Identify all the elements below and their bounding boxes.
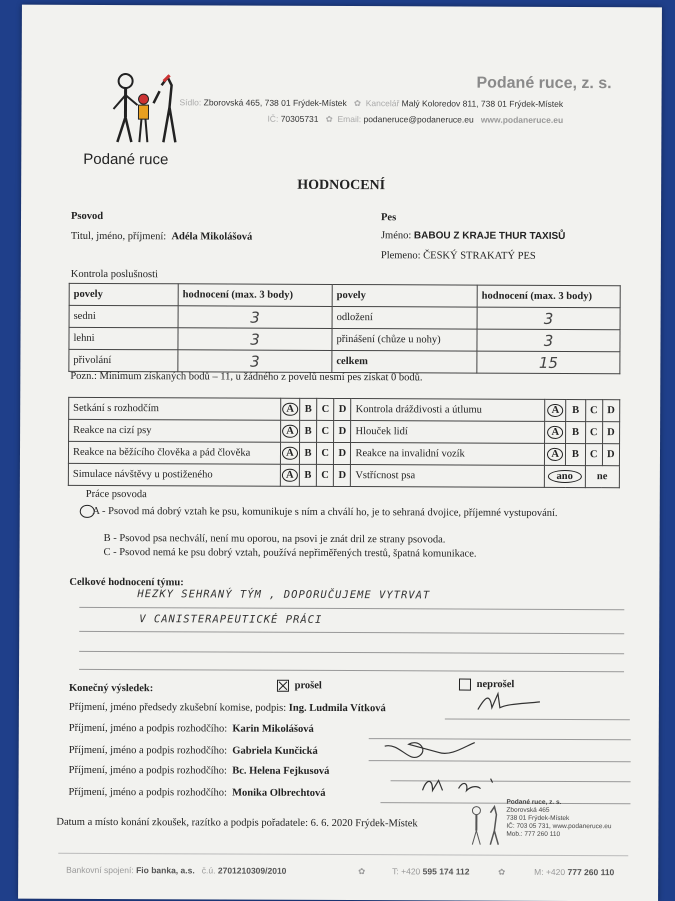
footer-divider <box>58 853 628 856</box>
ic-value: 70305731 <box>281 114 319 124</box>
signature-row-judge <box>69 745 318 757</box>
signature-line <box>445 718 630 720</box>
divider <box>79 631 624 634</box>
result-heading: Konečný výsledek: <box>69 683 153 694</box>
organization-stamp <box>466 797 616 854</box>
phone-label: T: +420 <box>392 866 420 876</box>
email-value: podaneruce@podaneruce.eu <box>363 114 473 124</box>
table-row <box>69 397 620 421</box>
account-number: 2701210309/2010 <box>218 865 287 875</box>
sidlo-address: Zborovská 465, 738 01 Frýdek-Místek <box>204 97 347 108</box>
logo-caption: Podané ruce <box>83 151 168 168</box>
paw-icon: ✿ <box>354 98 361 108</box>
column-header: povely <box>332 284 477 307</box>
passed-label: prošel <box>295 680 322 691</box>
score-cell: 3 <box>178 306 332 329</box>
grade-cell-a <box>281 398 300 420</box>
total-label-cell: celkem <box>332 350 477 373</box>
handler-work-c: C - Psovod nemá ke psu dobrý vztah, používá nepřiměřených trestů, špatná komunikace. <box>104 547 477 560</box>
overall-line-1: HEZKY SEHRANÝ TÝM , DOPORUČUJEME VYTRVAT <box>137 588 430 601</box>
grade-cell-a <box>280 464 299 486</box>
web-value: www.podaneruce.eu <box>481 115 563 125</box>
overall-line-2: V CANISTERAPEUTICKÉ PRÁCI <box>139 613 322 626</box>
column-header: hodnocení (max. 3 body) <box>178 284 332 307</box>
kancelar-label: Kancelář <box>366 98 400 108</box>
signature-label: Příjmení, jméno a podpis rozhodčího: <box>69 723 227 735</box>
column-header: povely <box>69 283 178 305</box>
pes-name: BABOU Z KRAJE THUR TAXISŮ <box>414 230 566 242</box>
grade-letter-circled: A <box>282 425 298 438</box>
command-cell: odložení <box>332 306 477 329</box>
grade-letter-circled: A <box>547 426 563 439</box>
table-row <box>68 463 619 487</box>
handler-work-a-text: A - Psovod má dobrý vztah ke psu, komunikuje s ním a chválí ho, je to sehraná dvojice, příjemné vystupování. <box>92 506 557 519</box>
grade-cell-c: C <box>585 444 602 466</box>
handler-work-a <box>80 505 560 521</box>
organization-name: Podané ruce, z. s. <box>476 75 611 94</box>
grade-cell-d: D <box>334 464 351 486</box>
grade-cell-b: B <box>299 442 316 464</box>
table-row <box>69 327 620 351</box>
stamp-logo-icon <box>466 803 502 847</box>
criterion-cell: Hlouček lidí <box>351 421 545 444</box>
divider <box>79 651 624 654</box>
grade-cell-b: B <box>566 443 585 465</box>
ic-label: IČ: <box>267 114 278 124</box>
account-label: č.ú. <box>202 865 216 875</box>
stamp-line: Zborovská 465 <box>506 807 611 815</box>
criterion-cell: Reakce na cizí psy <box>69 419 281 442</box>
header-contact-line <box>267 114 563 126</box>
mobile-label: M: +420 <box>534 867 565 877</box>
criterion-cell: Reakce na invalidní vozík <box>351 443 545 466</box>
table-row <box>69 283 620 307</box>
grade-letter-circled: A <box>547 448 563 461</box>
failed-label: neprošel <box>477 679 515 690</box>
paw-icon: ✿ <box>358 866 365 877</box>
divider <box>79 607 624 610</box>
grade-cell-c: C <box>585 422 602 444</box>
pes-breed: ČESKÝ STRAKATÝ PES <box>423 250 536 261</box>
command-cell: přinášení (chůze u nohy) <box>332 328 477 351</box>
signature-name: Monika Olbrechtová <box>232 788 325 799</box>
obedience-caption: Kontrola poslušnosti <box>71 269 158 280</box>
signature-row-chair <box>69 702 629 715</box>
grade-cell-a <box>545 421 566 443</box>
header-address-line <box>180 97 564 110</box>
divider <box>79 669 624 672</box>
psovod-heading: Psovod <box>71 211 103 222</box>
stamp-line: Mob.: 777 260 110 <box>506 831 611 839</box>
footer-mobile <box>534 867 614 877</box>
pes-name-row <box>381 230 565 242</box>
overall-heading: Celkové hodnocení týmu: <box>69 577 183 588</box>
email-icon: ✿ <box>326 114 333 124</box>
column-header: hodnocení (max. 3 body) <box>477 285 620 308</box>
signature-label: Příjmení, jméno předsedy zkušební komise, podpis: <box>69 702 286 714</box>
stamp-line: IČ: 703 05 731, www.podaneruce.eu <box>506 823 611 831</box>
handler-work-heading: Práce psovoda <box>86 489 147 500</box>
command-cell: sedni <box>69 305 178 327</box>
signature-row-judge <box>68 787 325 799</box>
ne-cell: ne <box>585 466 620 488</box>
grade-cell-c: C <box>317 442 334 464</box>
grade-cell-b: B <box>300 398 317 420</box>
bank-label: Bankovní spojení: <box>66 865 134 875</box>
criterion-cell: Kontrola dráždivosti a útlumu <box>351 399 545 422</box>
footer-bank <box>66 865 286 876</box>
stamp-line: 738 01 Frýdek-Místek <box>506 815 611 823</box>
score-cell: 3 <box>477 329 620 352</box>
grade-cell-a <box>280 420 299 442</box>
table-row <box>69 305 620 329</box>
grade-cell-a <box>545 399 566 421</box>
pes-breed-label: Plemeno: <box>381 250 421 261</box>
criterion-cell: Vstřícnost psa <box>351 465 545 488</box>
score-cell: 3 <box>178 350 332 373</box>
handler-work-b: B - Psovod psa nechválí, není mu oporou, na psovi je znát dril ze strany psovoda. <box>104 533 446 545</box>
phone-number: 595 174 112 <box>423 866 470 876</box>
date-place-line: Datum a místo konání zkoušek, razítko a podpis pořadatele: 6. 6. 2020 Frýdek-Místek <box>56 817 417 830</box>
pes-heading: Pes <box>381 212 396 223</box>
signature-label: Příjmení, jméno a podpis rozhodčího: <box>69 765 227 777</box>
psovod-name-label: Titul, jméno, příjmení: <box>71 231 166 242</box>
total-score-cell: 15 <box>477 351 620 374</box>
footer-phone <box>392 866 469 876</box>
sidlo-label: Sídlo: <box>180 97 202 107</box>
pes-breed-row <box>381 250 536 262</box>
signature-name: Karin Mikolášová <box>232 724 313 735</box>
psovod-name-row <box>71 231 252 243</box>
score-cell: 3 <box>477 307 620 330</box>
grade-letter-circled: A <box>282 469 298 482</box>
evaluation-form-sheet <box>18 5 662 901</box>
grade-cell-c: C <box>316 464 333 486</box>
bank-name: Fio banka, a.s. <box>136 865 195 875</box>
signature-label: Příjmení, jméno a podpis rozhodčího: <box>69 745 227 757</box>
signature-row-judge <box>69 765 330 777</box>
handwritten-signature <box>419 774 499 796</box>
grade-cell-d: D <box>334 398 351 420</box>
grade-cell-b: B <box>299 464 316 486</box>
grade-cell-a <box>280 442 299 464</box>
mobile-number: 777 260 110 <box>567 867 614 877</box>
pes-name-label: Jméno: <box>381 230 411 241</box>
criterion-cell: Setkání s rozhodčím <box>69 397 281 420</box>
passed-checkbox-checked[interactable] <box>277 680 289 692</box>
grade-cell-d: D <box>602 400 619 422</box>
signature-name: Bc. Helena Fejkusová <box>232 766 329 777</box>
grade-cell-a <box>545 443 566 465</box>
grade-letter-circled: A <box>282 447 298 460</box>
grade-cell-d: D <box>334 420 351 442</box>
obedience-note: Pozn.: Minimum získaných bodů – 11, u žádného z povelů nesmí pes získat 0 bodů. <box>70 371 422 384</box>
paw-icon: ✿ <box>498 867 505 878</box>
kancelar-address: Malý Koloredov 811, 738 01 Frýdek-Místek <box>402 98 563 109</box>
command-cell: lehni <box>69 327 178 349</box>
grade-cell-d: D <box>602 422 619 444</box>
ano-circled: ano <box>547 470 581 483</box>
psovod-name: Adéla Mikolášová <box>171 231 252 242</box>
grade-cell-d: D <box>602 444 619 466</box>
criterion-cell: Simulace návštěvy u postiženého <box>68 463 280 486</box>
stamp-text <box>506 799 611 839</box>
table-row <box>69 349 620 373</box>
grade-cell-b: B <box>566 399 585 421</box>
result-passed-option[interactable] <box>277 680 322 692</box>
signature-row-judge <box>69 723 314 735</box>
command-cell: přivolání <box>69 349 178 371</box>
table-row <box>68 441 619 465</box>
signature-label: Příjmení, jméno a podpis rozhodčího: <box>68 787 226 799</box>
podane-ruce-logo <box>83 67 193 152</box>
grade-cell-b: B <box>299 420 316 442</box>
grade-cell-c: C <box>585 400 602 422</box>
table-row <box>69 419 620 443</box>
email-label: Email: <box>337 114 361 124</box>
signature-name: Gabriela Kunčická <box>232 746 318 757</box>
ano-cell <box>544 465 585 487</box>
grade-cell-c: C <box>317 398 334 420</box>
page-title: HODNOCENÍ <box>21 177 661 196</box>
handwritten-signature <box>474 690 544 714</box>
grade-letter-circled: A <box>548 404 564 417</box>
criterion-cell: Reakce na běžícího člověka a pád člověka <box>68 441 280 464</box>
grade-cell-b: B <box>566 421 585 443</box>
behaviour-grades-table <box>68 397 620 488</box>
grade-cell-d: D <box>334 442 351 464</box>
grade-letter-circled: A <box>282 403 298 416</box>
failed-checkbox[interactable] <box>459 679 471 691</box>
grade-cell-c: C <box>317 420 334 442</box>
obedience-table <box>68 283 620 374</box>
stamp-line: Podané ruce, z. s. <box>506 799 611 807</box>
score-cell: 3 <box>178 328 332 351</box>
signature-name: Ing. Ludmila Vítková <box>289 703 386 714</box>
